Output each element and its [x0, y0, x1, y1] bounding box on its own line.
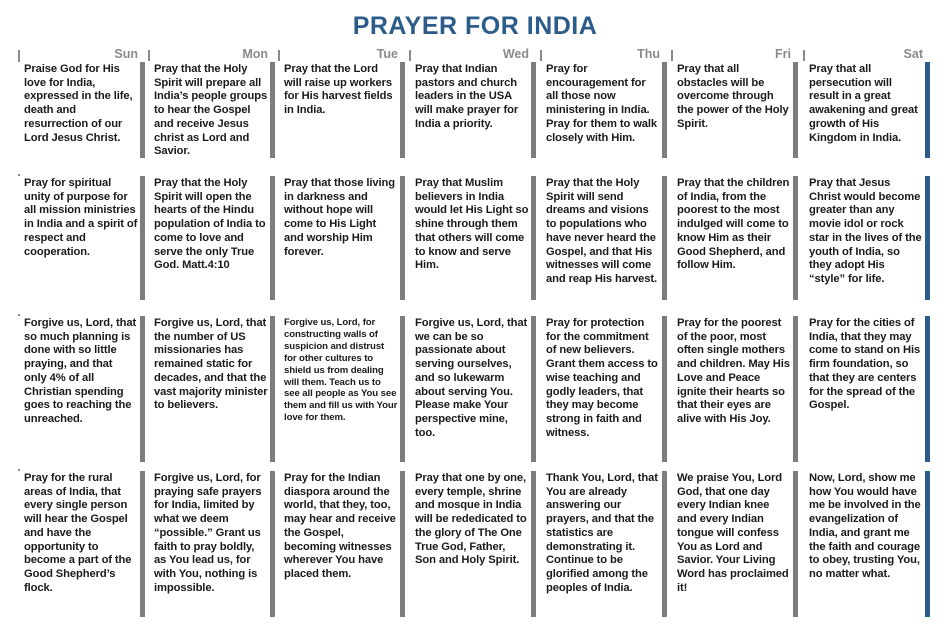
cell-accent-bar [270, 471, 275, 617]
cell-accent-bar [925, 471, 930, 617]
cell-accent-bar [662, 471, 667, 617]
cell-accent-bar [270, 316, 275, 462]
cell-accent-bar [793, 316, 798, 462]
prayer-cell: Now, Lord, show me how You would have me be involved in the evangelization of India, and grant me the faith and courage to obey, trusting You, no matter what. [809, 472, 921, 580]
prayer-cell: Pray that the Lord will raise up workers for His harvest fields in India. [284, 63, 393, 117]
row-top-rule [18, 174, 20, 176]
day-header-sat: Sat [903, 47, 923, 61]
cell-accent-bar [400, 316, 405, 462]
prayer-cell: Pray for the Indian diaspora around the world, that they, too, may hear and receive the Gospel, becoming witnesses wherever You have placed them. [284, 472, 396, 580]
cell-accent-bar [925, 62, 930, 158]
cell-accent-bar [793, 471, 798, 617]
header-divider [409, 50, 411, 61]
cell-accent-bar [793, 176, 798, 300]
cell-accent-bar [531, 62, 536, 158]
cell-accent-bar [531, 176, 536, 300]
prayer-cell: Pray for encouragement for all those now ministering in India. Pray for them to walk closely with Him. [546, 63, 658, 144]
cell-accent-bar [140, 62, 145, 158]
day-header-tue: Tue [376, 47, 398, 61]
header-divider [803, 50, 805, 61]
cell-accent-bar [270, 62, 275, 158]
cell-accent-bar [531, 316, 536, 462]
row-top-rule [18, 60, 20, 62]
header-divider [148, 50, 150, 61]
prayer-cell: Pray that those living in darkness and without hope will come to His Light and worship Him forever. [284, 177, 395, 258]
cell-accent-bar [140, 176, 145, 300]
prayer-cell: Pray for spiritual unity of purpose for all mission ministries in India and a spirit of respect and cooperation. [24, 177, 138, 258]
prayer-cell: Forgive us, Lord, for praying safe prayers for India, limited by what we deem “possible.” Grant us faith to pray boldly, as You lead us, for with You, nothing is impossible. [154, 472, 262, 594]
prayer-cell: Pray that the children of India, from the poorest to the most indulged will come to know Him as their Good Shepherd, and follow Him. [677, 177, 790, 272]
prayer-cell: Pray that one by one, every temple, shrine and mosque in India will be rededicated to the glory of The One True God, Father, Son and Holy Spirit. [415, 472, 527, 567]
cell-accent-bar [662, 176, 667, 300]
prayer-cell: Forgive us, Lord, that the number of US missionaries has remained static for decades, and that the vast majority minister to believers. [154, 317, 268, 412]
page-title: PRAYER FOR INDIA [352, 12, 598, 40]
row-top-rule [18, 469, 20, 471]
cell-accent-bar [662, 62, 667, 158]
row-top-rule [18, 314, 20, 316]
prayer-cell: Pray that Muslim believers in India would let His Light so shine through them that others will come to know and serve Him. [415, 177, 529, 272]
prayer-cell: Forgive us, Lord, for constructing walls of suspicion and distrust for other cultures to shield us from dealing will them. Teach us to see all people as You see them and fill us with Your love for them. [284, 317, 398, 424]
header-divider [671, 50, 673, 61]
cell-accent-bar [925, 176, 930, 300]
cell-accent-bar [662, 316, 667, 462]
prayer-cell: Praise God for His love for India, expressed in the life, death and resurrection of our Lord Jesus Christ. [24, 63, 133, 144]
day-header-sun: Sun [114, 47, 138, 61]
prayer-cell: Forgive us, Lord, that we can be so passionate about serving ourselves, and so lukewarm about serving You. Please make Your perspective mine, too. [415, 317, 528, 439]
prayer-cell: Thank You, Lord, that You are already answering our prayers, and that the statistics are demonstrating it. Continue to be glorified among the peoples of India. [546, 472, 658, 594]
cell-accent-bar [925, 316, 930, 462]
day-header-fri: Fri [775, 47, 791, 61]
header-divider [540, 50, 542, 61]
prayer-cell: Pray that all persecution will result in a great awakening and great growth of His Kingdom in India. [809, 63, 918, 144]
prayer-cell: Pray that the Holy Spirit will open the hearts of the Hindu population of India to come to love and serve the only True God. Matt.4:10 [154, 177, 266, 272]
prayer-cell: Pray that Jesus Christ would become greater than any movie idol or rock star in the lives of the youth of India, so they adopt His “style” for life. [809, 177, 922, 285]
prayer-cell: Pray that all obstacles will be overcome through the power of the Holy Spirit. [677, 63, 789, 130]
prayer-cell: Pray for the poorest of the poor, most often single mothers and children. May His Love and Peace ignite their hearts so that their eyes are alive with His Joy. [677, 317, 790, 425]
cell-accent-bar [531, 471, 536, 617]
day-header-wed: Wed [502, 47, 529, 61]
prayer-cell: Forgive us, Lord, that so much planning is done with so little praying, and that only 4% of all Christian spending goes to reaching the unreached. [24, 317, 137, 425]
cell-accent-bar [140, 316, 145, 462]
prayer-cell: We praise You, Lord God, that one day every Indian knee and every Indian tongue will confess You as Lord and Savior. Your Living Word has proclaimed it! [677, 472, 789, 594]
cell-accent-bar [270, 176, 275, 300]
prayer-cell: Pray that Indian pastors and church leaders in the USA will make prayer for India a priority. [415, 63, 519, 130]
cell-accent-bar [400, 62, 405, 158]
cell-accent-bar [400, 176, 405, 300]
header-divider [278, 50, 280, 61]
prayer-cell: Pray for the rural areas of India, that every single person will hear the Gospel and have the opportunity to become a part of the Good Shepherd’s flock. [24, 472, 132, 594]
cell-accent-bar [400, 471, 405, 617]
prayer-cell: Pray that the Holy Spirit will send dreams and visions to populations who have never heard the Gospel, and that His witnesses will come and reap His harvest. [546, 177, 658, 285]
prayer-cell: Pray that the Holy Spirit will prepare all India’s people groups to hear the Gospel and receive Jesus christ as Lord and Savior. [154, 63, 268, 158]
prayer-cell: Pray for protection for the commitment of new believers. Grant them access to wise teaching and godly leaders, that they may become strong in faith and witness. [546, 317, 658, 439]
day-header-thu: Thu [637, 47, 660, 61]
cell-accent-bar [793, 62, 798, 158]
day-header-mon: Mon [242, 47, 268, 61]
prayer-cell: Pray for the cities of India, that they may come to stand on His firm foundation, so that they are centers for the spread of the Gospel. [809, 317, 921, 412]
cell-accent-bar [140, 471, 145, 617]
